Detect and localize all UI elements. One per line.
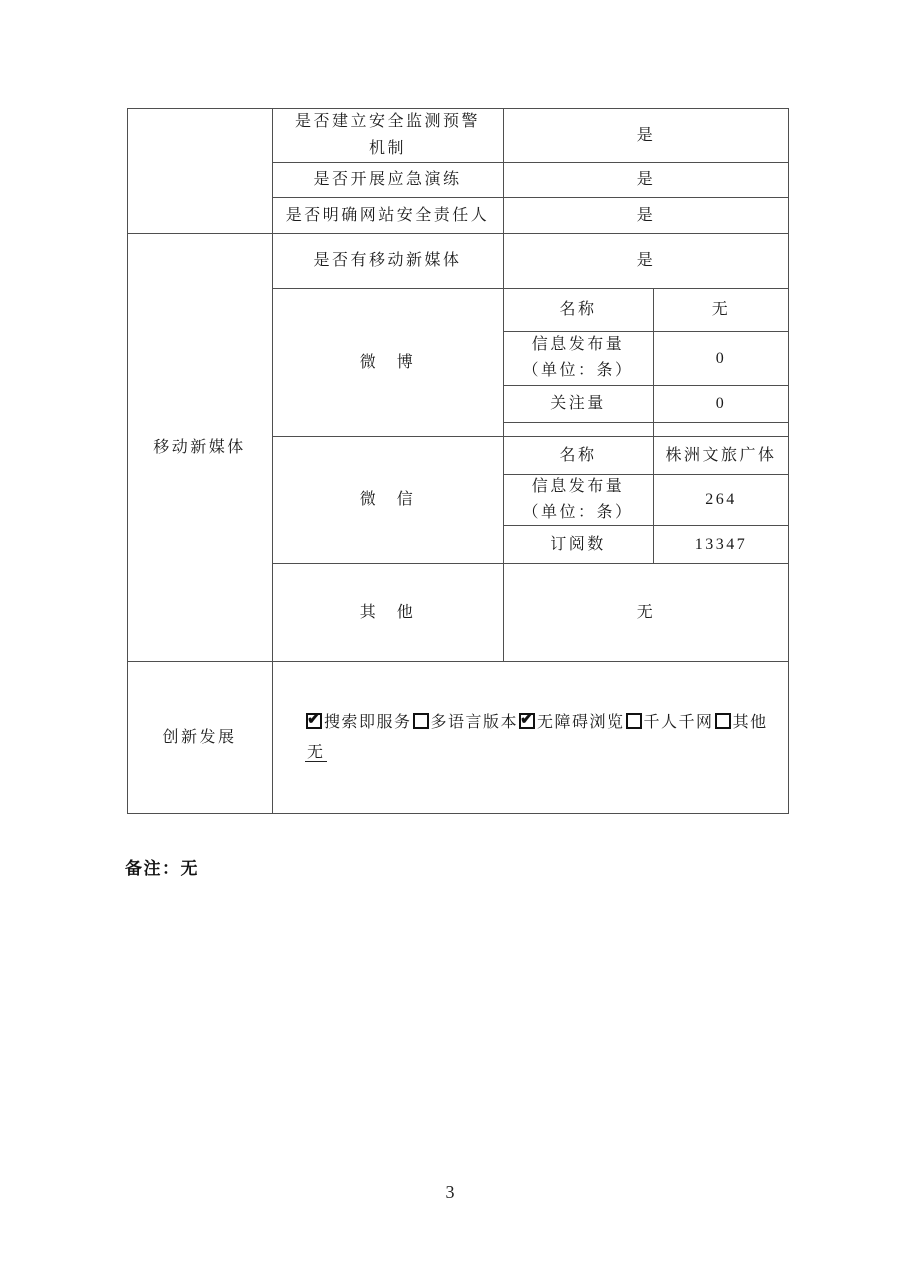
section-label-mobile-media: 移动新媒体 (153, 438, 246, 456)
weibo-label: 微 博 (359, 353, 416, 371)
innovation-other-value: 无 (307, 743, 325, 761)
wechat-publish-label-line2: （单位：条） (522, 503, 634, 521)
innovation-content-cell (272, 661, 789, 814)
note-line (125, 854, 199, 879)
section-label-innovation: 创新发展 (162, 729, 237, 746)
innovation-other-value-line (305, 738, 327, 768)
option-label-search-as-service: 搜索即服务 (324, 713, 412, 731)
wechat-publish-value: 264 (705, 491, 737, 508)
weibo-name-value: 无 (711, 301, 731, 318)
security-question-monitor (272, 108, 503, 162)
security-question-responsible: 是否明确网站安全责任人 (285, 206, 490, 224)
security-answer-monitor: 是 (636, 126, 656, 144)
wechat-subscribers-label: 订阅数 (550, 535, 606, 553)
option-label-accessibility: 无障碍浏览 (537, 713, 625, 731)
wechat-name-label: 名称 (559, 446, 597, 464)
weibo-publish-label (503, 331, 653, 385)
checkbox-other (715, 713, 731, 729)
wechat-publish-label-line1: 信息发布量 (531, 477, 625, 495)
other-media-label: 其 他 (359, 603, 416, 621)
option-label-personalized: 千人千网 (643, 713, 714, 731)
checkbox-multilingual (413, 713, 429, 729)
mobile-has-answer: 是 (636, 252, 656, 269)
wechat-subscribers-value: 13347 (694, 535, 748, 553)
note-label: 备注： (125, 859, 181, 878)
weibo-followers-label: 关注量 (550, 395, 606, 412)
innovation-options-line (305, 708, 768, 738)
weibo-publish-label-line2: （单位：条） (522, 362, 634, 379)
checkbox-accessibility (519, 713, 535, 729)
other-media-value: 无 (636, 603, 656, 621)
checkbox-personalized (626, 713, 642, 729)
security-question-monitor-text: 是否建立安全监测预警机制 (294, 113, 480, 157)
grid-line-h (503, 422, 789, 423)
page-number: 3 (445, 1182, 455, 1202)
security-question-drill: 是否开展应急演练 (313, 171, 462, 188)
weibo-followers-value: 0 (715, 395, 727, 412)
option-label-other: 其他 (732, 713, 768, 731)
note-value: 无 (180, 859, 199, 878)
checkbox-search-as-service (306, 713, 322, 729)
weibo-publish-value: 0 (715, 349, 727, 367)
security-answer-responsible: 是 (636, 206, 656, 224)
weibo-publish-label-line1: 信息发布量 (531, 336, 625, 353)
wechat-name-value: 株洲文旅广体 (665, 446, 777, 464)
security-answer-drill: 是 (636, 171, 656, 188)
wechat-publish-label (503, 474, 653, 525)
wechat-label: 微 信 (359, 491, 416, 508)
annual-report-table (127, 108, 790, 815)
option-label-multilingual: 多语言版本 (430, 713, 519, 731)
mobile-has-question: 是否有移动新媒体 (313, 252, 462, 269)
weibo-name-label: 名称 (559, 301, 597, 318)
